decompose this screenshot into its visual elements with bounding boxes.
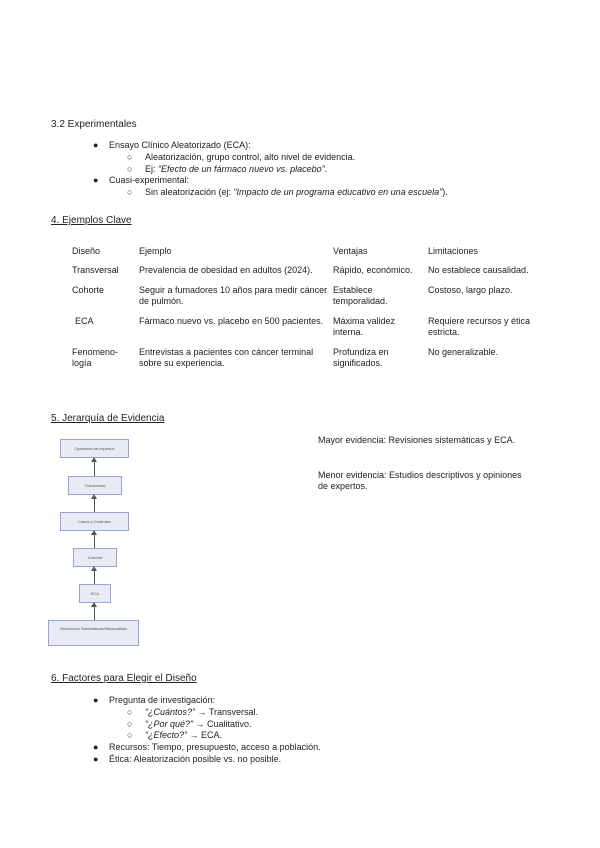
examples-table — [70, 246, 550, 378]
pyramid-box-revisiones: Revisiones Sistemáticas/Metaanálisis — [48, 620, 139, 646]
bullet-circle: ○ — [127, 707, 133, 717]
bullet-porque — [145, 719, 252, 730]
table-cell: Requiere recursos y ética estricta. — [428, 316, 531, 337]
table-cell: No establece causalidad. — [428, 265, 529, 275]
bullet-eca-example — [145, 164, 327, 175]
table-cell: Máxima validez interna. — [333, 316, 396, 337]
table-cell: Fenomeno-logía — [72, 347, 119, 368]
cuasi-quote: “Impacto de un programa educativo en una escuela” — [233, 187, 443, 197]
table-row — [70, 265, 550, 285]
bullet-dot: ● — [93, 754, 99, 764]
section-title-experimentales: 3.2 Experimentales — [51, 119, 137, 130]
pyramid-box-cohorte: Cohorte — [73, 548, 117, 567]
pyramid-box-eca: ECA — [79, 584, 111, 603]
table-cell: Establece temporalidad. — [333, 285, 388, 306]
pyramid-box-opiniones: Opiniones de expertos — [60, 439, 129, 458]
arrowhead-icon — [91, 457, 97, 462]
answer-transversal: → Transversal. — [195, 707, 259, 717]
bullet-circle: ○ — [127, 719, 133, 729]
bullet-circle: ○ — [127, 152, 133, 162]
arrowhead-icon — [91, 566, 97, 571]
arrow-line — [94, 569, 95, 584]
section-title-jerarquia: 5. Jerarquía de Evidencia — [51, 413, 165, 424]
bullet-pregunta: Pregunta de investigación: — [109, 695, 216, 705]
answer-cualitativo: → Cualitativo. — [193, 719, 252, 729]
bullet-cuantos — [145, 707, 258, 718]
question-porque: “¿Por qué?” — [145, 719, 194, 729]
bullet-efecto — [145, 730, 222, 741]
table-cell: Fármaco nuevo vs. placebo en 500 pacientes. — [139, 316, 324, 326]
table-header: Limitaciones — [428, 246, 479, 256]
table-row — [70, 316, 550, 347]
table-header: Ventajas — [333, 246, 368, 256]
bullet-cuasi-desc — [145, 187, 448, 198]
table-header: Ejemplo — [139, 246, 172, 256]
table-header-row — [70, 246, 550, 265]
arrow-line — [94, 605, 95, 620]
bullet-dot: ● — [93, 175, 99, 185]
table-cell: Cohorte — [72, 285, 105, 295]
table-cell: Costoso, largo plazo. — [428, 285, 513, 295]
example-suffix: . — [324, 164, 328, 174]
bullet-dot: ● — [93, 742, 99, 752]
section-title-factores: 6. Factores para Elegir el Diseño — [51, 673, 197, 684]
table-cell: Transversal — [72, 265, 119, 275]
table-cell: Entrevistas a pacientes con cáncer terminal sobre su experiencia. — [139, 347, 314, 368]
example-prefix: Ej: — [145, 164, 159, 174]
evidence-note-low: Menor evidencia: Estudios descriptivos y opiniones de expertos. — [318, 470, 522, 491]
bullet-cuasi: Cuasi-experimental: — [109, 175, 190, 185]
bullet-etica: Ética: Aleatorización posible vs. no posible. — [109, 754, 282, 764]
arrow-line — [94, 497, 95, 512]
bullet-circle: ○ — [127, 187, 133, 197]
bullet-eca-desc: Aleatorización, grupo control, alto nivel de evidencia. — [145, 152, 356, 162]
table-row — [70, 347, 550, 378]
arrow-line — [94, 460, 95, 476]
bullet-circle: ○ — [127, 730, 133, 740]
bullet-circle: ○ — [127, 164, 133, 174]
arrowhead-icon — [91, 602, 97, 607]
bullet-dot: ● — [93, 140, 99, 150]
section-title-ejemplos: 4. Ejemplos Clave — [51, 215, 132, 226]
arrowhead-icon — [91, 530, 97, 535]
table-cell: Rápido, económico. — [333, 265, 413, 275]
bullet-dot: ● — [93, 695, 99, 705]
table-cell: Profundiza en significados. — [333, 347, 389, 368]
table-cell: No generalizable. — [428, 347, 499, 357]
arrow-line — [94, 533, 95, 548]
cuasi-suffix: ). — [442, 187, 448, 197]
pyramid-box-casos: Casos y Controles — [60, 512, 129, 531]
bullet-eca: Ensayo Clínico Aleatorizado (ECA): — [109, 140, 251, 150]
table-row — [70, 285, 550, 316]
answer-eca: → ECA. — [187, 730, 223, 740]
evidence-note-high: Mayor evidencia: Revisiones sistemáticas y ECA. — [318, 435, 516, 445]
table-header: Diseño — [72, 246, 101, 256]
pyramid-box-transversal: Transversal — [68, 476, 122, 495]
arrowhead-icon — [91, 494, 97, 499]
question-cuantos: “¿Cuántos?” — [145, 707, 196, 717]
question-efecto: “¿Efecto?” — [145, 730, 188, 740]
table-cell: Prevalencia de obesidad en adultos (2024). — [139, 265, 313, 275]
table-cell: ECA — [75, 316, 94, 326]
table-cell: Seguir a fumadores 10 años para medir cáncer de pulmón. — [139, 285, 328, 306]
cuasi-prefix: Sin aleatorización (ej: — [145, 187, 234, 197]
example-quote: “Efecto de un fármaco nuevo vs. placebo” — [158, 164, 325, 174]
bullet-recursos: Recursos: Tiempo, presupuesto, acceso a población. — [109, 742, 321, 752]
